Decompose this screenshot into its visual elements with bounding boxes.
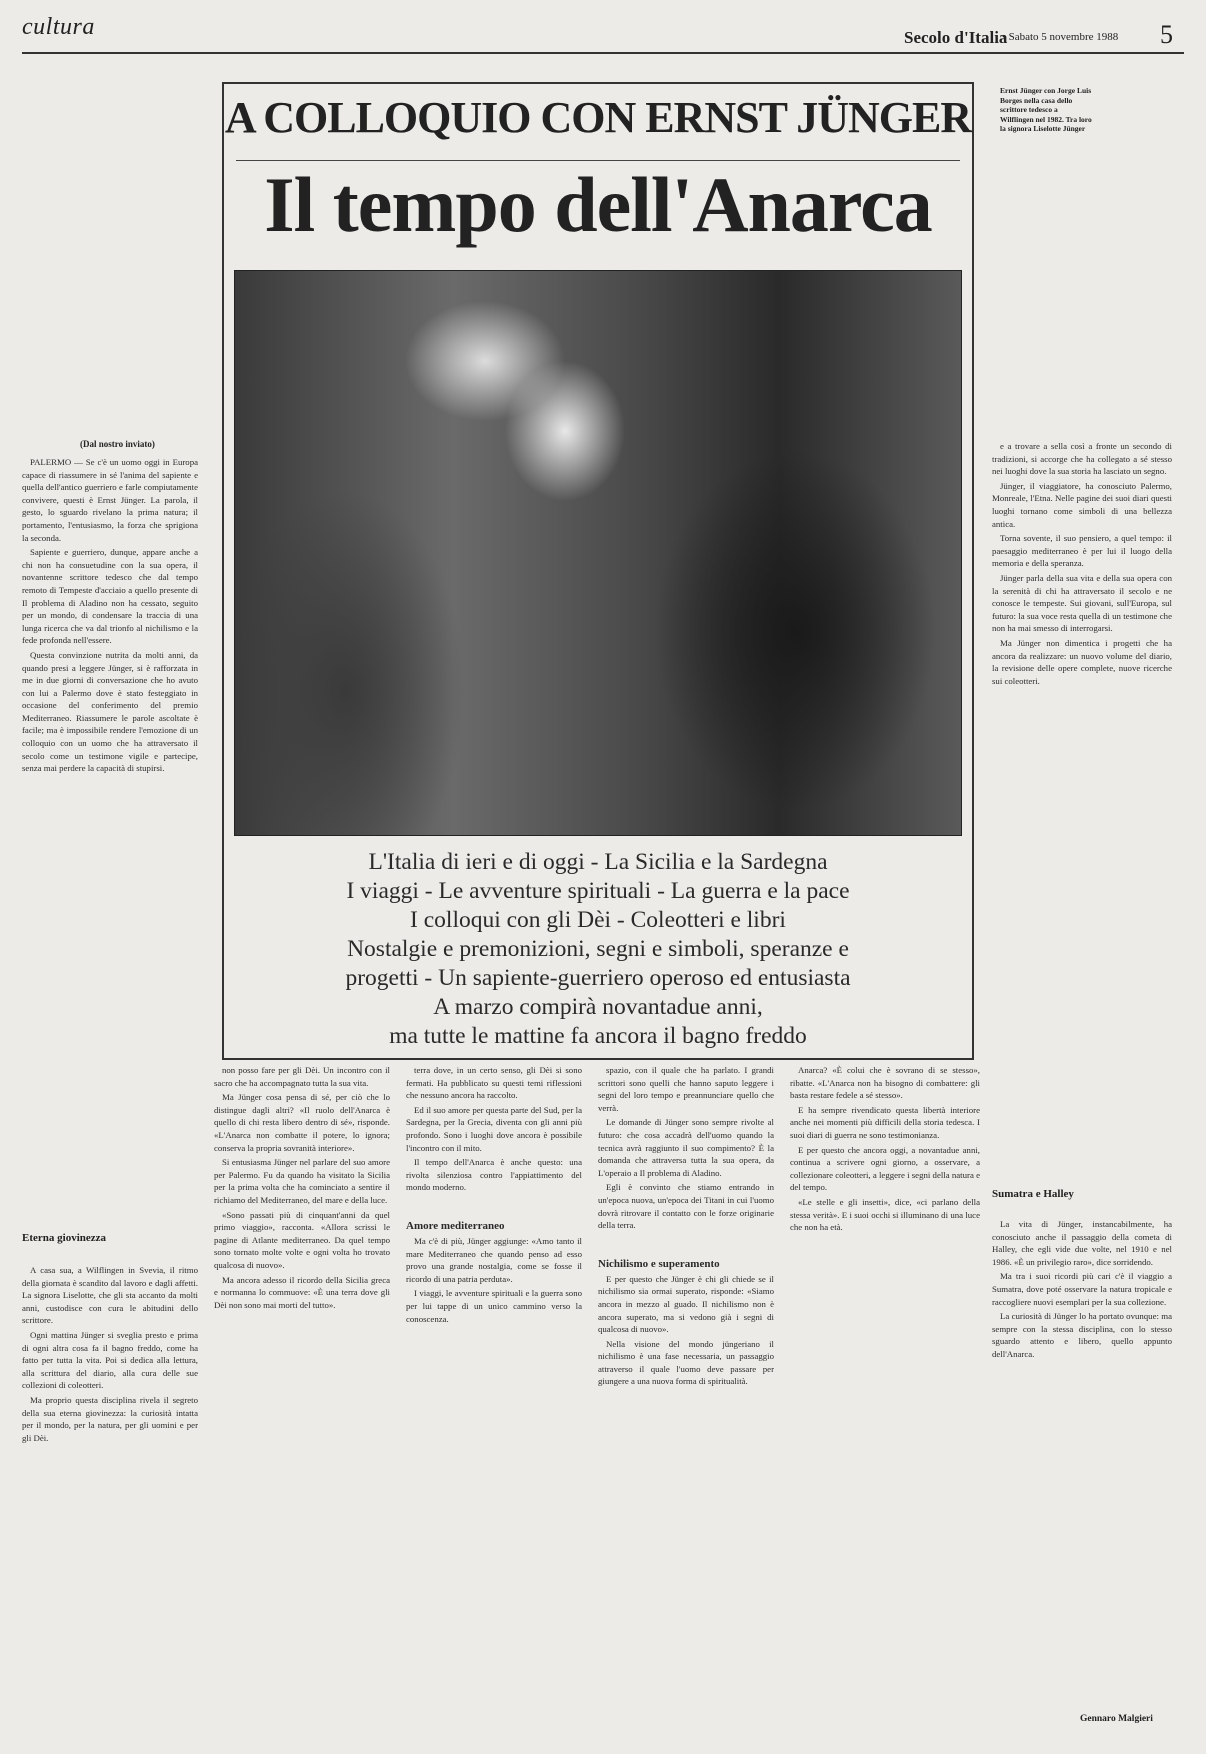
paragraph: Egli è convinto che stiamo entrando in un'epoca nuova, un'epoca dei Titani in cui l'uomo dovrà ritrovare il contatto con le forze originarie della terra. xyxy=(598,1182,774,1231)
paragraph: Ma Jünger cosa pensa di sé, per ciò che lo distingue dagli altri? «Il ruolo dell'Anarca è quello di chi resta libero dentro di sé», risponde. «L'Anarca non combatte il potere, lo ignora; conserva la propria sovranità interiore». xyxy=(214,1092,390,1153)
text-column-1b xyxy=(22,1264,198,1712)
paragraph: Ma c'è di più, Jünger aggiunge: «Amo tanto il mare Mediterraneo che quando penso ad esso provo una grande nostalgia, come se fosse il ricordo di una patria perduta». xyxy=(406,1235,582,1284)
section-label: cultura xyxy=(22,14,95,40)
deck-line: ma tutte le mattine fa ancora il bagno freddo xyxy=(389,1023,807,1049)
paragraph: E ha sempre rivendicato questa libertà interiore anche nei momenti più difficili della storia tedesca. I suoi diari di guerra ne sono testimonianza. xyxy=(790,1104,980,1140)
text-column-1 xyxy=(22,456,198,1232)
text-column-6b xyxy=(992,1218,1172,1688)
paragraph: Anarca? «È colui che è sovrano di se stesso», ribatte. «L'Anarca non ha bisogno di combattere: gli basta restare fedele a sé stesso». xyxy=(790,1065,980,1101)
headline: Il tempo dell'Anarca xyxy=(264,161,932,248)
paragraph: «Le stelle e gli insetti», dice, «ci parlano della stessa verità». E i suoi occhi si illuminano di una luce che non ha età. xyxy=(790,1196,980,1233)
deck xyxy=(234,848,962,1051)
subheading: Sumatra e Halley xyxy=(992,1188,1074,1200)
paragraph: Torna sovente, il suo pensiero, a quel tempo: il paesaggio mediterraneo è per lui il luogo della memoria e della speranza. xyxy=(992,533,1172,569)
paragraph: Le domande di Jünger sono sempre rivolte al futuro: che cosa accadrà dell'uomo quando la tecnica avrà raggiunto il suo compimento? È la domanda che attraversa tutta la sua opera, da L'operaio a Il problema di Aladino. xyxy=(598,1117,774,1178)
kicker: A COLLOQUIO CON ERNST JÜNGER xyxy=(224,93,972,142)
paragraph: Nella visione del mondo jüngeriano il nichilismo è una fase necessaria, un passaggio attraverso il quale l'uomo deve passare per giungere a una nuova forma di spiritualità. xyxy=(598,1338,774,1387)
deck-line: L'Italia di ieri e di oggi - La Sicilia e la Sardegna xyxy=(368,849,828,875)
article-photo xyxy=(234,270,962,836)
subheading: Eterna giovinezza xyxy=(22,1232,107,1244)
photo-caption: Ernst Jünger con Jorge Luis Borges nella casa dello scrittore tedesco a Wilflingen nel 1982. Tra loro la signora Liselotte Jünger xyxy=(1000,86,1092,133)
subheading: Amore mediterraneo xyxy=(406,1219,505,1232)
page-number: 5 xyxy=(1160,20,1173,49)
text-column-6 xyxy=(992,440,1172,1184)
paragraph: E per questo che ancora oggi, a novantadue anni, continua a scrivere ogni giorno, a osservare, a collezionare coleotteri, a leggere i segni della natura e del tempo. xyxy=(790,1144,980,1193)
paragraph: La curiosità di Jünger lo ha portato ovunque: ma sempre con la stessa disciplina, con lo stesso sguardo attento e libero, quello appunto dell'Anarca. xyxy=(992,1311,1172,1359)
deck-line: Nostalgie e premonizioni, segni e simboli, speranze e xyxy=(347,936,849,962)
paragraph: Si entusiasma Jünger nel parlare del suo amore per Palermo. Fu da quando ha visitato la Sicilia per la prima volta che ha cominciato a sentire il richiamo del Mediterraneo, del mare e della luce. xyxy=(214,1157,390,1205)
paragraph: Ma Jünger non dimentica i progetti che ha ancora da realizzare: un nuovo volume del diario, la revisione delle opere complete, nuove ricerche sui coleotteri. xyxy=(992,637,1172,686)
text-column-5 xyxy=(790,1064,980,1712)
subheading: Nichilismo e superamento xyxy=(598,1257,720,1270)
paragraph: La vita di Jünger, instancabilmente, ha conosciuto anche il passaggio della cometa di Halley, che egli vide due volte, nel 1910 e nel 1986. «È un privilegio raro», dice sorridendo. xyxy=(992,1219,1172,1267)
paragraph: PALERMO — Se c'è un uomo oggi in Europa capace di riassumere in sé l'anima del sapiente e quella dell'antico guerriero e farle compiutamente convivere, questi è Ernst Jünger. La parola, il gesto, lo sguardo rivelano la prima natura; il portamento, l'entusiasmo, la forza che sprigiona la seconda. xyxy=(22,457,198,543)
text-column-4 xyxy=(598,1064,774,1712)
newspaper-name: Secolo d'Italia xyxy=(904,28,1008,47)
dateline: (Dal nostro inviato) xyxy=(80,439,155,449)
header-rule xyxy=(22,52,1184,54)
paragraph: non posso fare per gli Dèi. Un incontro con il sacro che ha accompagnato tutta la sua vita. xyxy=(214,1065,390,1088)
deck-line: I viaggi - Le avventure spirituali - La guerra e la pace xyxy=(346,878,850,904)
paragraph: Ed il suo amore per questa parte del Sud, per la Sardegna, per la Grecia, diventa con gli anni più profondo. Sono i luoghi dove ancora è possibile l'incontro con il mito. xyxy=(406,1104,582,1153)
paragraph: I viaggi, le avventure spirituali e la guerra sono per lui tappe di un unico cammino verso la conoscenza. xyxy=(406,1288,582,1324)
paragraph: A casa sua, a Wilflingen in Svevia, il ritmo della giornata è scandito dal lavoro e dagli affetti. La signora Liselotte, che gli sta accanto da molti anni, custodisce con cura le abitudini dello scrittore. xyxy=(22,1265,198,1326)
paragraph: Ma proprio questa disciplina rivela il segreto della sua eterna giovinezza: la curiosità intatta per il mondo, per la natura, per gli uomini e per gli Dèi. xyxy=(22,1394,198,1443)
feature-box xyxy=(222,82,974,1060)
paragraph: Sapiente e guerriero, dunque, appare anche a chi non ha consuetudine con la sua opera, il novantenne scrittore tedesco che dal tempo remoto di Tempeste d'acciaio a quello presente di Il problema di Aladino non ha cessato, seguito per un mondo, di condensare la traccia di una lunga ricerca che va dal trionfo al nichilismo e la fede profonda nell'essere. xyxy=(22,547,198,646)
text-column-2 xyxy=(214,1064,390,1712)
paragraph: E per questo che Jünger è chi gli chiede se il nichilismo sia ormai superato, risponde: «Siamo ancora in mezzo al guado. Il nichilismo non è ancora superato, ma si vedono già i segni di qualcosa di nuovo». xyxy=(598,1273,774,1335)
paragraph: Ma tra i suoi ricordi più cari c'è il viaggio a Sumatra, dove poté osservare la natura tropicale e raccogliere nuovi esemplari per la sua collezione. xyxy=(992,1271,1172,1307)
paragraph: Jünger parla della sua vita e della sua opera con la serenità di chi ha attraversato il secolo e ne conosce le tempeste. Sui giovani, sull'Europa, sul futuro: la sua voce resta quella di un testimone che non ha mai smesso di interrogarsi. xyxy=(992,572,1172,634)
spacer xyxy=(406,1196,582,1218)
paragraph: Ma ancora adesso il ricordo della Sicilia greca e normanna lo commuove: «È una terra dove gli Dèi non sono mai morti del tutto». xyxy=(214,1274,390,1310)
deck-line: A marzo compirà novantadue anni, xyxy=(433,994,763,1020)
paragraph: terra dove, in un certo senso, gli Dèi si sono fermati. Ha pubblicato su questi temi riflessioni che nessuno ancora ha raccolto. xyxy=(406,1065,582,1101)
paragraph: e a trovare a sella così a fronte un secondo di tradizioni, si accorge che ha collegato a sé stesso nei luoghi dove la sua storia ha lasciato un segno. xyxy=(992,441,1172,477)
spacer xyxy=(598,1234,774,1256)
paragraph: Ogni mattina Jünger si sveglia presto e prima di ogni altra cosa fa il bagno freddo, come ha fatto per tutta la vita. Poi si dedica alla lettura, alla scrittura del diario, alla cura delle sue collezioni di coleotteri. xyxy=(22,1329,198,1391)
deck-line: I colloqui con gli Dèi - Coleotteri e libri xyxy=(410,907,786,933)
paragraph: spazio, con il quale che ha parlato. I grandi scrittori sono quelli che hanno saputo leggere i segni del loro tempo e preannunciare quello che verrà. xyxy=(598,1065,774,1113)
issue-date: • Sabato 5 novembre 1988 xyxy=(1002,31,1119,43)
text-column-3 xyxy=(406,1064,582,1712)
paragraph: Il tempo dell'Anarca è anche questo: una rivolta silenziosa contro l'appiattimento del mondo moderno. xyxy=(406,1157,582,1193)
paragraph: Questa convinzione nutrita da molti anni, da quando presi a leggere Jünger, si è rafforzata in me in due giorni di conversazione che ho avuto con lui a Palermo dove è stato festeggiato in occasione del conferimento del premio Mediterraneo. Riassumere le parole ascoltate è facile; ma è impossibile rendere l'emozione di un colloquio con un uomo che ha attraversato il secolo come un testimone vigile e partecipe, senza mai perdere la capacità di stupirsi. xyxy=(22,649,198,774)
paragraph: Jünger, il viaggiatore, ha conosciuto Palermo, Monreale, l'Etna. Nelle pagine dei suoi diari questi luoghi tornano come simboli di una bellezza antica. xyxy=(992,480,1172,529)
deck-line: progetti - Un sapiente-guerriero operoso ed entusiasta xyxy=(345,965,851,991)
paragraph: «Sono passati più di cinquant'anni da quel primo viaggio», racconta. «Allora scrissi le pagine di Atlante mediterraneo. Da quel tempo sono tornato molte volte e ogni volta ho trovato qualcosa di nuovo». xyxy=(214,1209,390,1270)
author-signature: Gennaro Malgieri xyxy=(1080,1714,1153,1724)
